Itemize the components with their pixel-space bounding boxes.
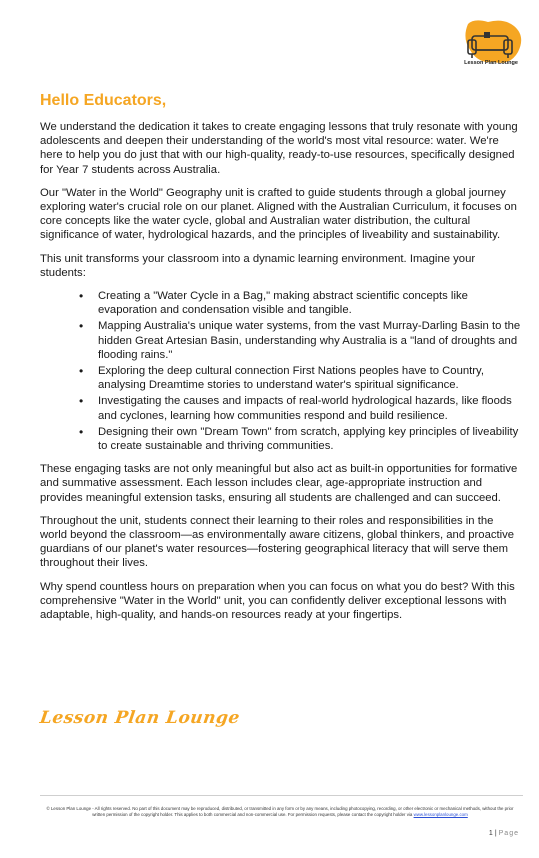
assessment-paragraph: These engaging tasks are not only meaningful but also act as built-in opportunities for formative and summative assessment. Each lesson includes clear, age-appropriate instruction and provides meaningful extension tasks, ensuring all students are challenged and can succeed. <box>40 463 518 504</box>
responsibility-paragraph: Throughout the unit, students connect their learning to their roles and responsibilities in the world beyond the classroom—as environmentally aware citizens, global thinkers, and proactive guardians of our planet's water resources—fostering geographical literacy that will serve them throughout their lives. <box>40 514 515 570</box>
website-link[interactable]: www.lessonplanlounge.com <box>413 812 468 818</box>
list-item: • Exploring the deep cultural connection First Nations peoples have to Country, analysing Dreamtime stories to understand water's spiritual significance. <box>98 364 522 392</box>
activity-list <box>40 289 522 453</box>
logo-text: Lesson Plan Lounge <box>464 60 518 66</box>
signature: Lesson Plan Lounge <box>38 708 242 728</box>
copyright-notice <box>40 806 520 819</box>
closing-paragraph: Why spend countless hours on preparation when you can focus on what you do best? With this comprehensive "Water in the World" unit, you can confidently deliver exceptional lessons with adaptable, high-quality, and hands-on resources ready at your fingertips. <box>40 580 515 622</box>
footer-divider <box>40 795 523 796</box>
list-item: • Investigating the causes and impacts of real-world hydrological hazards, like floods and cyclones, learning how communities respond and build resilience. <box>98 394 522 422</box>
unit-paragraph: Our "Water in the World" Geography unit is crafted to guide students through a global journey exploring water's crucial role on our planet. Aligned with the Australian Curriculum, it focuses on core concepts like the water cycle, global and Australian water distribution, the cultural significance of water, hydrological hazards, and the principles of liveability and sustainability. <box>40 186 517 242</box>
page-number <box>489 830 519 837</box>
greeting-heading: Hello Educators, <box>40 92 167 109</box>
page-label: Page <box>498 830 519 837</box>
list-item: • Mapping Australia's unique water systems, from the vast Murray-Darling Basin to the hidden Great Artesian Basin, understanding why Australia is a "land of droughts and flooding rains." <box>98 319 522 362</box>
page-separator: | <box>494 830 497 837</box>
list-item: • Designing their own "Dream Town" from scratch, applying key principles of liveability to create sustainable and thriving communities. <box>98 425 522 453</box>
transform-paragraph: This unit transforms your classroom into a dynamic learning environment. Imagine your students: <box>40 252 476 279</box>
copyright-text: © Lesson Plan Lounge - All rights reserved. No part of this document may be reproduced, distributed, or transmitted in any form or by any means, including photocopying, recording, or other electronic or mechanical methods, without the prior written permission of the copyright holder. This applies to both commercial and non-commercial use. For permission requests, please contact the copyright holder via <box>46 806 514 818</box>
intro-paragraph: We understand the dedication it takes to create engaging lessons that truly resonate with young adolescents and deepen their understanding of the world's most vital resource: water. We're here to help you do just that with our high-quality, ready-to-use resources, specifically designed for Year 7 students across Australia. <box>40 121 518 176</box>
letter-body <box>40 92 522 631</box>
list-item: • Creating a "Water Cycle in a Bag," making abstract scientific concepts like evaporation and condensation visible and tangible. <box>98 289 522 317</box>
page-number-value: 1 <box>488 830 493 837</box>
